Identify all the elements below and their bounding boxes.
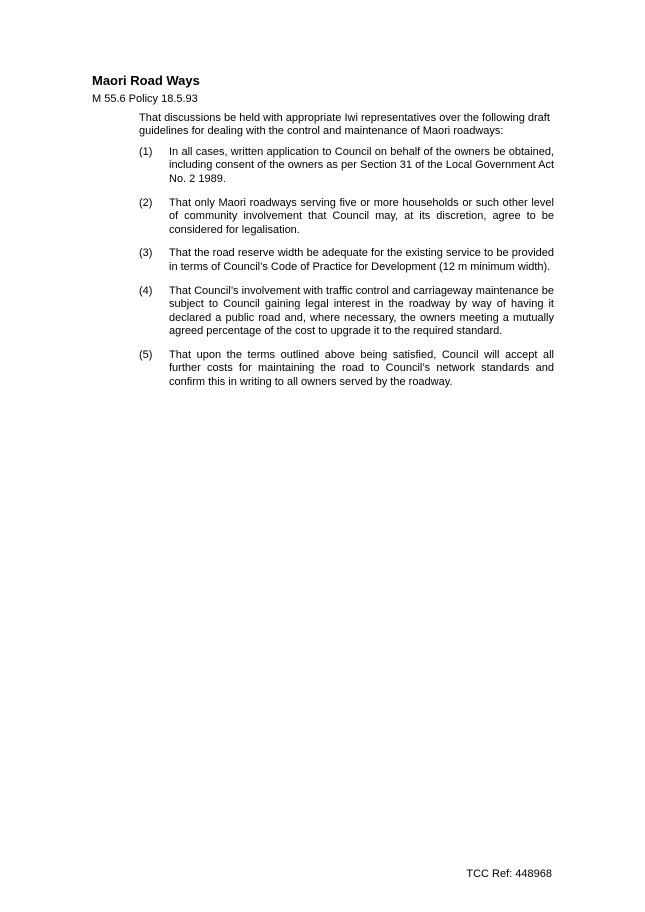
item-text: That Council’s involvement with traffic control and carriageway maintenance be subject to Council gaining legal interest in the roadway by way of having it declared a public road and, where necessary, the owners meeting a mutually agreed percentage of the cost to upgrade it to the required standard. — [169, 284, 554, 337]
list-item — [139, 285, 554, 339]
footer-reference: TCC Ref: 448968 — [466, 868, 552, 880]
item-number: (5) — [139, 348, 153, 361]
item-number: (2) — [139, 196, 153, 209]
item-text: That only Maori roadways serving five or more households or such other level of community involvement that Council may, at its discretion, agree to be considered for legalisation. — [169, 196, 554, 236]
item-text: In all cases, written application to Council on behalf of the owners be obtained, including consent of the owners as per Section 31 of the Local Government Act No. 2 1989. — [169, 146, 554, 185]
list-item — [139, 146, 554, 186]
item-text: That the road reserve width be adequate for the existing service to be provided in terms of Council’s Code of Practice for Development (12 m minimum width). — [169, 247, 554, 273]
list-item — [139, 349, 554, 389]
item-number: (3) — [139, 247, 153, 260]
guidelines-list — [139, 146, 554, 400]
item-text: That upon the terms outlined above being satisfied, Council will accept all further costs for maintaining the road to Council’s network standards and confirm this in writing to all owners served by the roadway. — [169, 348, 554, 388]
list-item — [139, 197, 554, 237]
list-item — [139, 247, 554, 274]
intro-paragraph: That discussions be held with appropriate Iwi representatives over the following draft guidelines for dealing with the control and maintenance of Maori roadways: — [139, 112, 550, 138]
policy-reference: M 55.6 Policy 18.5.93 — [92, 93, 198, 105]
item-number: (1) — [139, 146, 153, 158]
document-title: Maori Road Ways — [92, 73, 200, 88]
item-number: (4) — [139, 284, 153, 297]
